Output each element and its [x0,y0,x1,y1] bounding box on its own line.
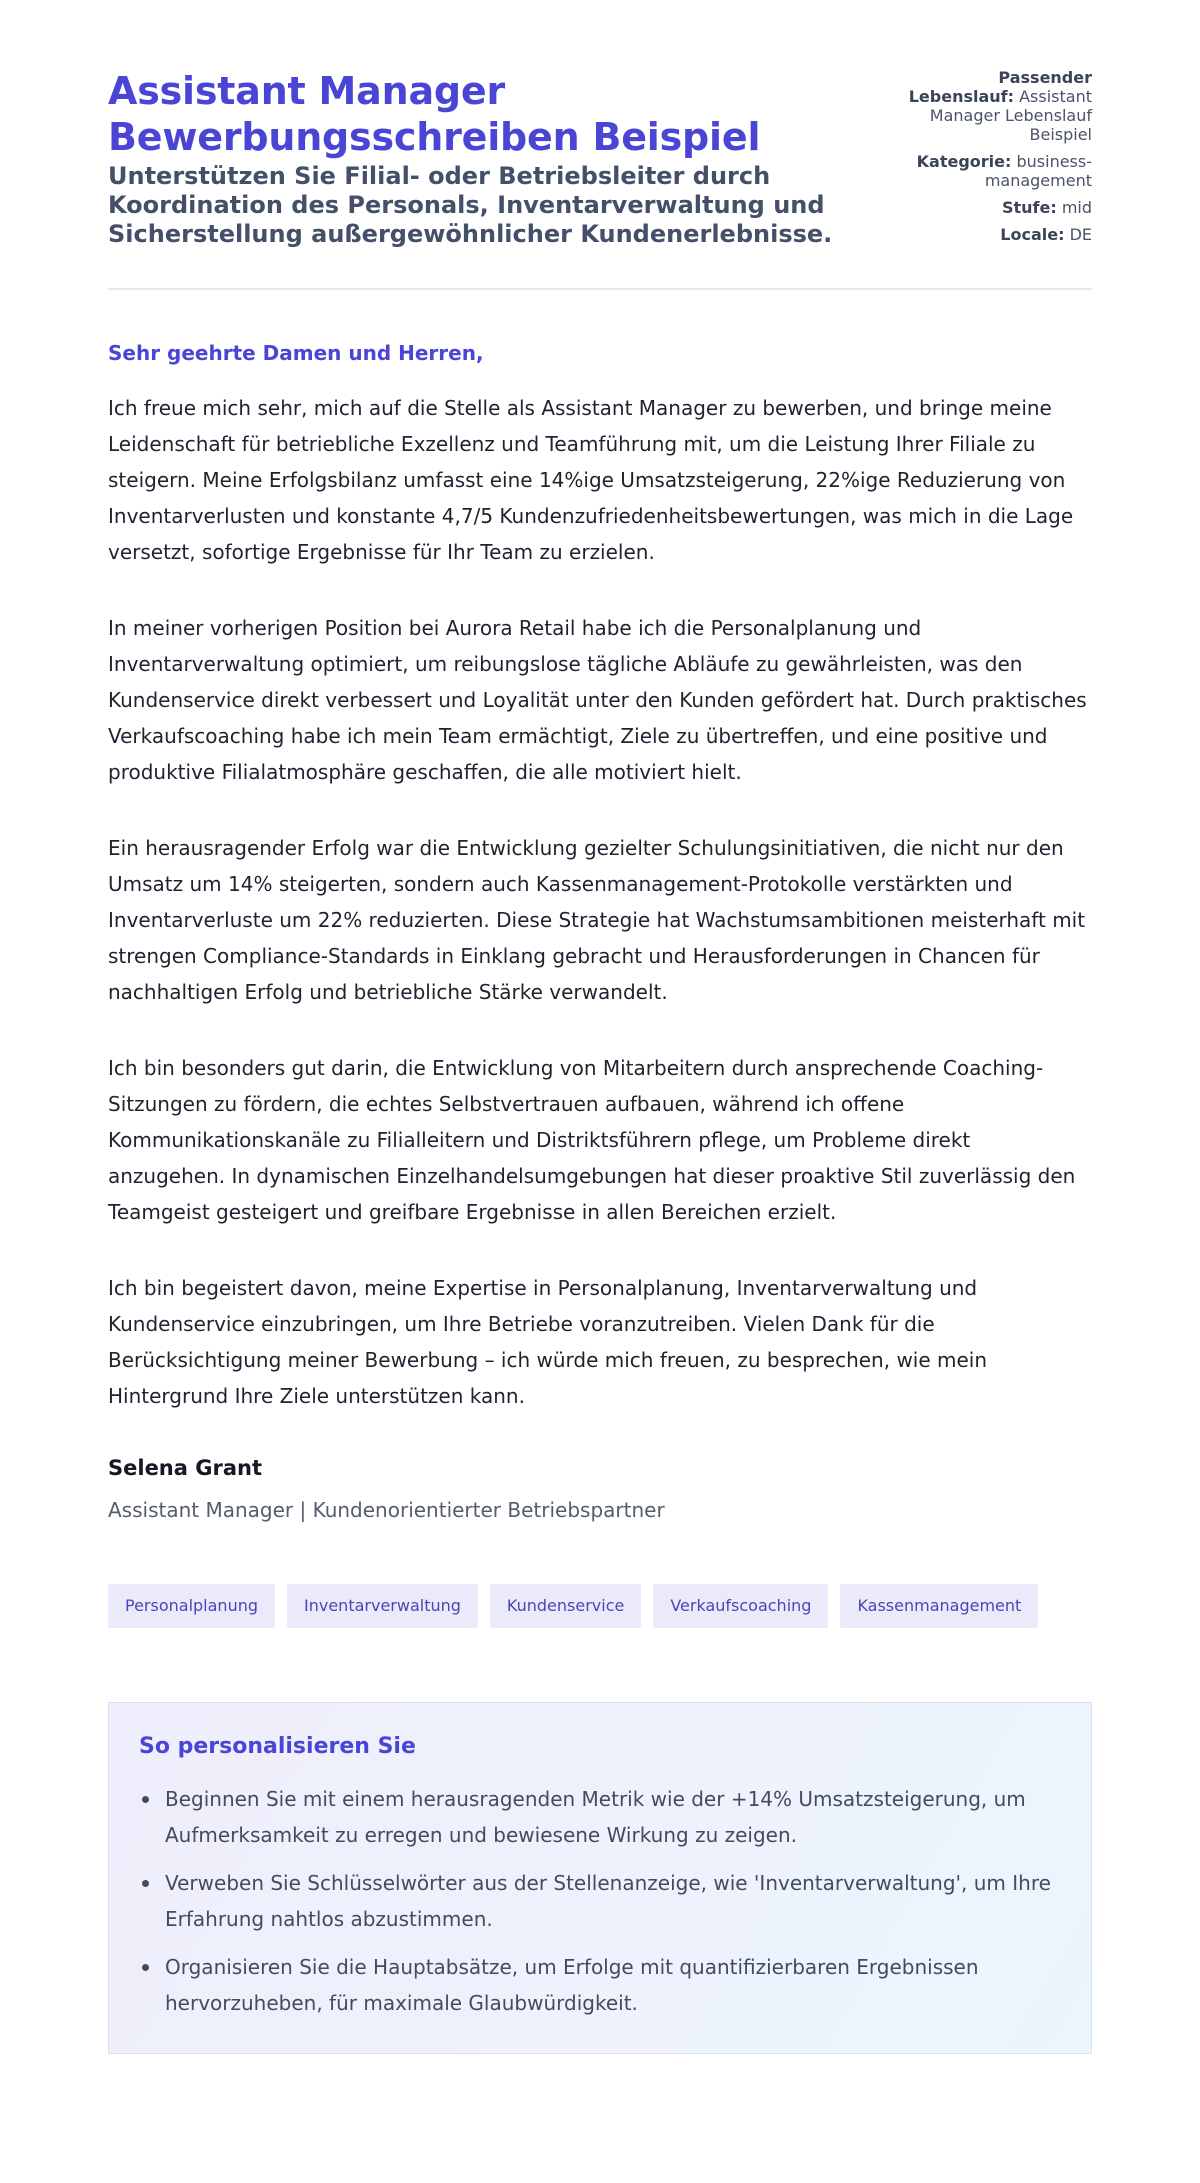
skill-tag-inventarverwaltung[interactable]: Inventarverwaltung [287,1584,478,1628]
skill-tag-kundenservice[interactable]: Kundenservice [490,1584,641,1628]
meta-locale-label: Locale: [1000,225,1065,244]
meta-category [892,152,1092,190]
signature-title: Assistant Manager | Kundenorientierter Betriebspartner [108,1498,665,1522]
letter-paragraph: In meiner vorherigen Position bei Aurora Retail habe ich die Personalplanung und Inventarverwaltung optimiert, um reibungslose tägliche Abläufe zu gewährleisten, was den Kundenservice direkt verbessert und Loyalität unter den Kunden gefördert hat. Durch praktisches Verkaufscoaching habe ich mein Team ermächtigt, Ziele zu übertreffen, und eine positive und produktive Filialatmosphäre geschaffen, die alle motiviert hielt. [108,616,1087,784]
bullet-icon [142,1796,149,1803]
tips-item [139,1781,1061,1853]
tips-item [139,1865,1061,1937]
personalization-tips [108,1702,1092,2054]
meta-level [892,198,1092,217]
header-titles [108,68,888,249]
skill-tags [108,1584,1092,1628]
page-subtitle: Unterstützen Sie Filial- oder Betriebsleiter durch Koordination des Personals, Inventarverwaltung und Sicherstellung außergewöhnlicher Kundenerlebnisse. [108,162,833,248]
meta-resume [892,68,1092,144]
letter-body [108,390,1092,1414]
bullet-icon [142,1880,149,1887]
meta-category-value: business-management [984,152,1092,190]
letter-paragraph: Ich bin besonders gut darin, die Entwicklung von Mitarbeitern durch ansprechende Coaching-Sitzungen zu fördern, die echtes Selbstvertrauen aufbauen, während ich offene Kommunikationskanäle zu Filialleitern und Distriktsführern pflege, um Probleme direkt anzugehen. In dynamischen Einzelhandelsumgebungen hat dieser proaktive Stil zuverlässig den Teamgeist gesteigert und greifbare Ergebnisse in allen Bereichen erzielt. [108,1056,1076,1224]
signature [108,1454,1092,1524]
tips-item-text: Beginnen Sie mit einem herausragenden Metrik wie der +14% Umsatzsteigerung, um Aufmerksamkeit zu erregen und bewiesene Wirkung zu zeigen. [165,1787,1026,1847]
tips-item-text: Organisieren Sie die Hauptabsätze, um Erfolge mit quantifizierbaren Ergebnissen hervorzuheben, für maximale Glaubwürdigkeit. [165,1955,979,2015]
meta-resume-value[interactable]: Assistant Manager Lebenslauf Beispiel [929,87,1092,144]
tips-item [139,1949,1061,2021]
meta-panel [892,68,1092,252]
meta-category-label: Kategorie: [916,152,1012,171]
tips-item-text: Verweben Sie Schlüsselwörter aus der Stellenanzeige, wie 'Inventarverwaltung', um Ihre Erfahrung nahtlos abzustimmen. [165,1871,1051,1931]
meta-level-label: Stufe: [1001,198,1057,217]
page-header [108,68,1092,290]
letter-salutation: Sehr geehrte Damen und Herren, [108,341,484,365]
skill-tag-personalplanung[interactable]: Personalplanung [108,1584,275,1628]
tips-title: So personalisieren Sie [139,1734,416,1759]
meta-locale [892,225,1092,244]
meta-resume-label: Passender Lebenslauf: [908,68,1092,106]
page-title-line1: Assistant Manager [108,69,506,113]
skill-tag-kassenmanagement[interactable]: Kassenmanagement [840,1584,1038,1628]
signature-name: Selena Grant [108,1456,262,1480]
tips-list [139,1781,1061,2021]
skill-tag-verkaufscoaching[interactable]: Verkaufscoaching [653,1584,828,1628]
page-title-line2: Bewerbungsschreiben Beispiel [108,115,761,159]
meta-level-value: mid [1061,198,1092,217]
meta-locale-value: DE [1069,225,1092,244]
letter-paragraph: Ich bin begeistert davon, meine Expertise in Personalplanung, Inventarverwaltung und Kundenservice einzubringen, um Ihre Betriebe voranzutreiben. Vielen Dank für die Berücksichtigung meiner Bewerbung – ich würde mich freuen, zu besprechen, wie mein Hintergrund Ihre Ziele unterstützen kann. [108,1276,988,1408]
letter-paragraph: Ein herausragender Erfolg war die Entwicklung gezielter Schulungsinitiativen, die nicht nur den Umsatz um 14% steigerten, sondern auch Kassenmanagement-Protokolle verstärkten und Inventarverluste um 22% reduzierten. Diese Strategie hat Wachstumsambitionen meisterhaft mit strengen Compliance-Standards in Einklang gebracht und Herausforderungen in Chancen für nachhaltigen Erfolg und betriebliche Stärke verwandelt. [108,836,1086,1004]
letter-paragraph: Ich freue mich sehr, mich auf die Stelle als Assistant Manager zu bewerben, und bringe meine Leidenschaft für betriebliche Exzellenz und Teamführung mit, um die Leistung Ihrer Filiale zu steigern. Meine Erfolgsbilanz umfasst eine 14%ige Umsatzsteigerung, 22%ige Reduzierung von Inventarverlusten und konstante 4,7/5 Kundenzufriedenheitsbewertungen, was mich in die Lage versetzt, sofortige Ergebnisse für Ihr Team zu erzielen. [108,396,1074,564]
page-title [108,68,888,160]
letter [108,340,1092,1524]
bullet-icon [142,1964,149,1971]
